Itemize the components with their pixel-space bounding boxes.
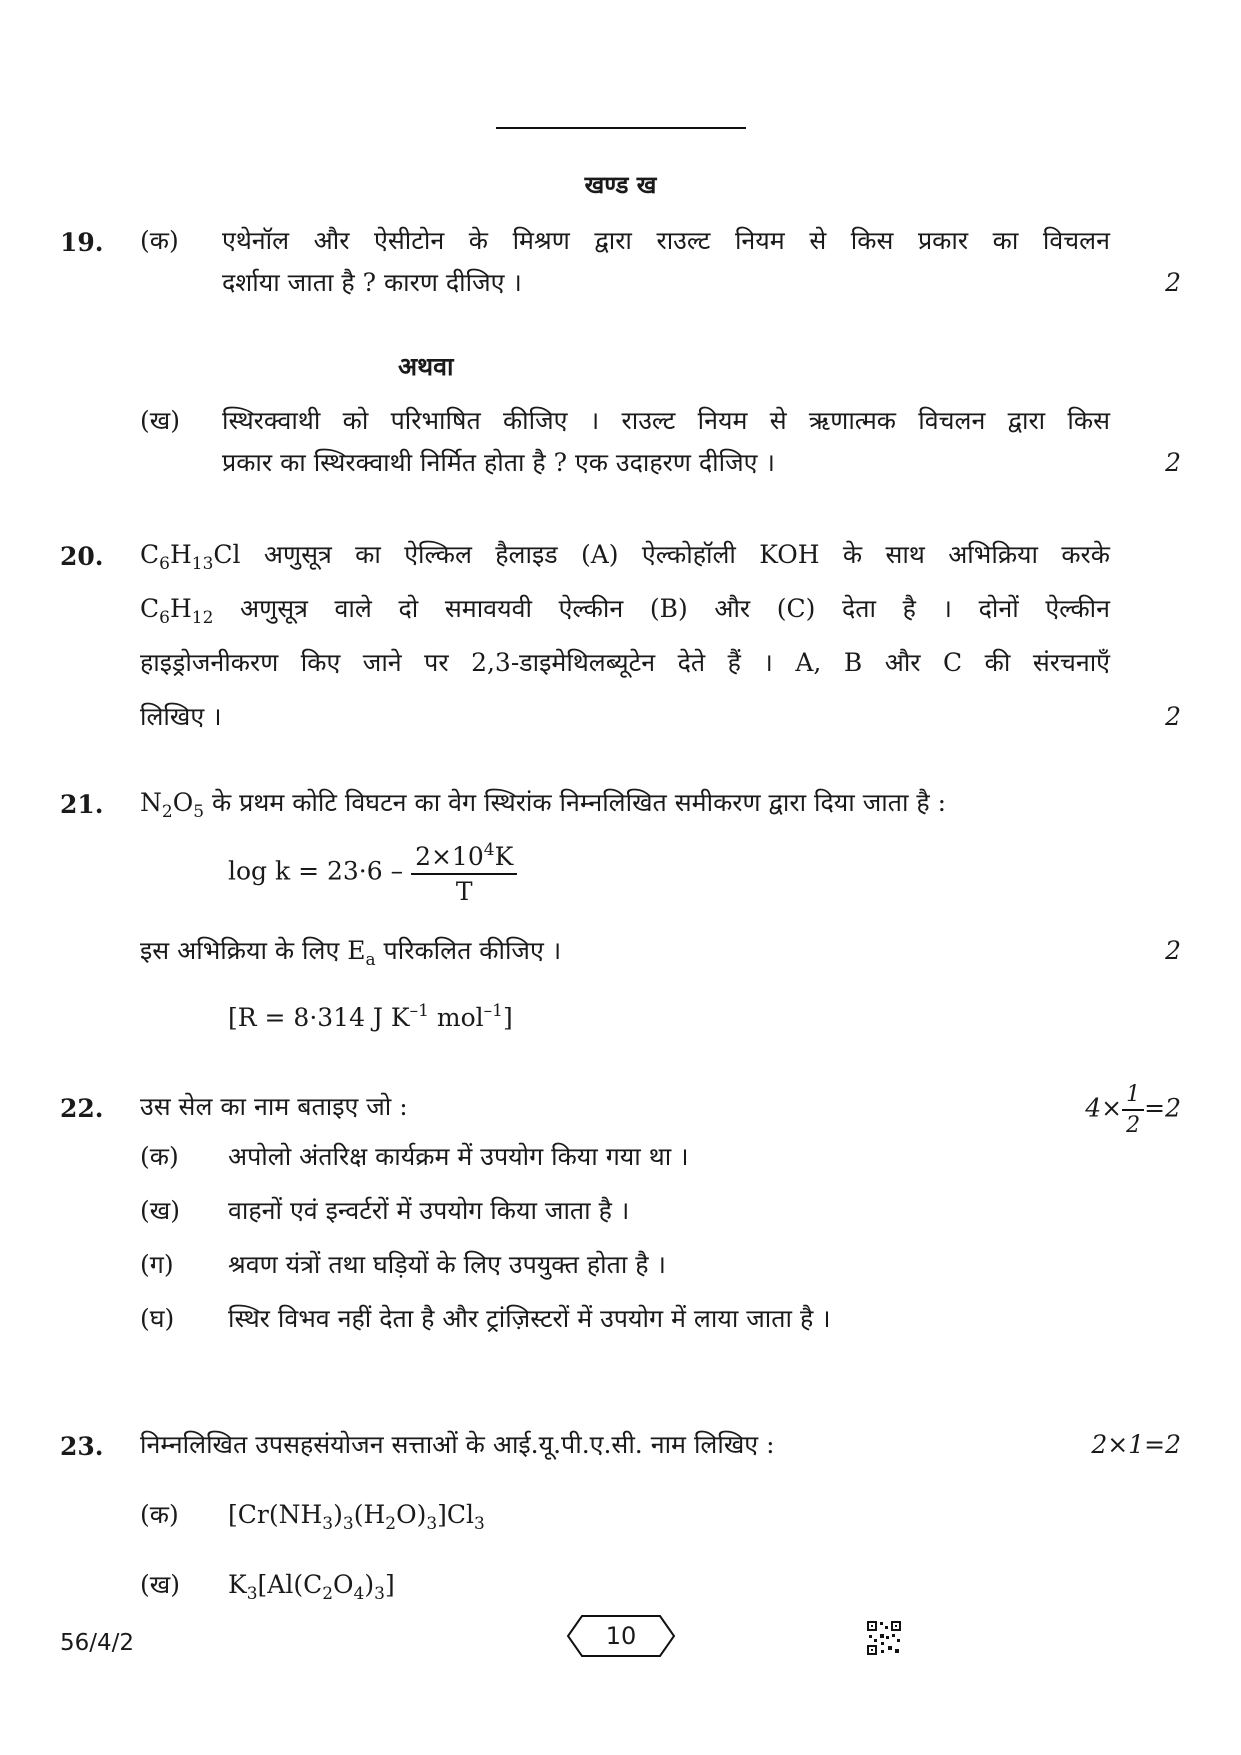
q22-option-label: (ख) [140,1196,180,1225]
q19-option-a-line2: दर्शाया जाता है ? कारण दीजिए । [222,268,522,297]
q22-option-text: स्थिर विभव नहीं देता है और ट्रांज़िस्टरों में उपयोग में लाया जाता है । [228,1304,831,1333]
q21-line2: इस अभिक्रिया के लिए $E_a$ परिकलित कीजिए । [140,936,562,970]
q21-equation-fraction: $\frac{2\times 10^4K}{T}$ [411,840,517,906]
q19-option-b-line2: प्रकार का स्थिरक्वाथी निर्मित होता है ? एक उदाहरण दीजिए । [222,448,775,477]
q19-option-b-label: (ख) [140,406,180,435]
q19-option-b-line1: स्थिरक्वाथी को परिभाषित कीजिए । राउल्ट नियम से ऋणात्मक विचलन द्वारा किस [222,406,1110,435]
paper-code: 56/4/2 [60,1630,135,1656]
q20-line1: $C_6H_{13}Cl$ अणुसूत्र का ऐल्किल हैलाइड (A) ऐल्कोहॉली KOH के साथ अभिक्रिया करके [140,540,1110,574]
q22-marks: 4× $\frac{1}{2}$ =2 [1085,1082,1181,1138]
q20-line2: $C_6H_{12}$ अणुसूत्र वाले दो समावयवी ऐल्कीन (B) और (C) देता है । दोनों ऐल्कीन [140,594,1110,628]
question-number-20: 20. [60,542,104,571]
q21-equation: log k = 23·6 – $\frac{2\times 10^4K}{T}$ [228,840,517,906]
page-number: 10 [605,1622,637,1650]
q20-line3: हाइड्रोजनीकरण किए जाने पर 2,3-डाइमेथिलब्यूटेन देते हैं । A, B और C की संरचनाएँ [140,648,1110,677]
q23-intro: निम्नलिखित उपसहसंयोजन सत्ताओं के आई.यू.पी.ए.सी. नाम लिखिए : [140,1430,775,1459]
q19-b-marks: 2 [1165,448,1181,477]
question-number-23: 23. [60,1432,104,1461]
q23-option-b-label: (ख) [140,1570,180,1599]
q23-option-a-label: (क) [140,1500,179,1529]
q21-gas-constant: [R = 8·314 J $K^{-1}$ mol$^{-1}$] [228,1001,513,1032]
q21-line1: $N_2O_5$ के प्रथम कोटि विघटन का वेग स्थिरांक निम्नलिखित समीकरण द्वारा दिया जाता है : [140,788,947,822]
top-rule [496,127,746,129]
q22-option-text: श्रवण यंत्रों तथा घड़ियों के लिए उपयुक्त होता है । [228,1250,666,1279]
or-label: अथवा [398,352,454,381]
qr-code-icon [866,1620,902,1656]
question-number-22: 22. [60,1094,104,1123]
q22-option-text: अपोलो अंतरिक्ष कार्यक्रम में उपयोग किया गया था । [228,1142,689,1171]
q19-option-a-label: (क) [140,226,179,255]
q22-option-label: (घ) [140,1304,175,1333]
q21-marks: 2 [1165,936,1181,965]
q23-marks: 2×1=2 [1091,1430,1181,1459]
q22-intro: उस सेल का नाम बताइए जो : [140,1092,408,1121]
question-number-21: 21. [60,790,104,819]
page-number-badge [566,1614,676,1658]
question-number-19: 19. [60,228,104,257]
q20-line4: लिखिए । [140,702,222,731]
q22-option-label: (क) [140,1142,179,1171]
q20-marks: 2 [1165,702,1181,731]
q19-a-marks: 2 [1165,268,1181,297]
q23-option-b-formula: $K_3[Al(C_2O_4)_3]$ [228,1570,395,1604]
q23-option-a-formula: $[Cr(NH_3)_3(H_2O)_3]Cl_3$ [228,1500,485,1534]
q19-option-a-line1: एथेनॉल और ऐसीटोन के मिश्रण द्वारा राउल्ट नियम से किस प्रकार का विचलन [222,226,1110,255]
q22-option-label: (ग) [140,1250,174,1279]
q22-option-text: वाहनों एवं इन्वर्टरों में उपयोग किया जाता है । [228,1196,630,1225]
section-heading: खण्ड ख [584,170,657,199]
